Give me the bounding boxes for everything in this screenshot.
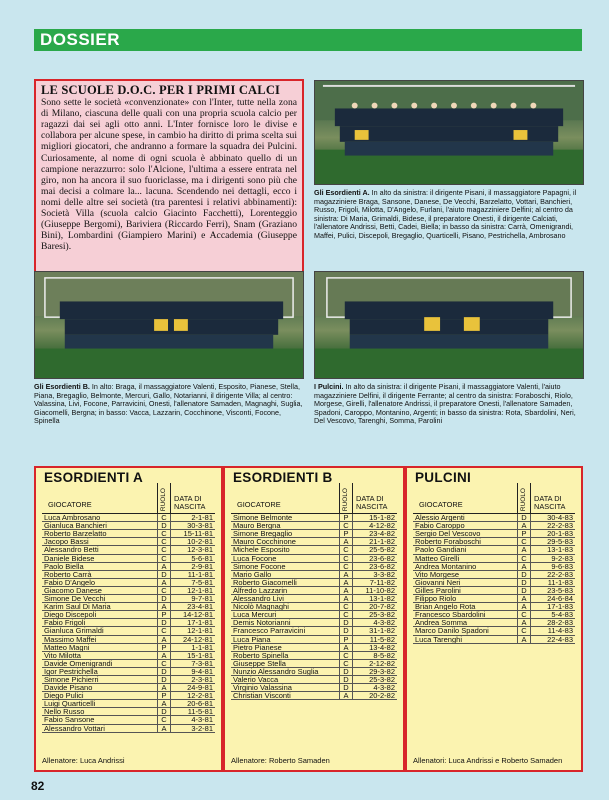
player-role: D: [157, 676, 171, 683]
player-birthdate: 31-1-82: [369, 626, 395, 636]
player-name: Luca Piana: [233, 635, 271, 643]
player-name: Vito Morgese: [415, 570, 460, 578]
player-name: Simone Pichierri: [44, 675, 99, 684]
table-row: [42, 725, 215, 733]
player-role: A: [517, 595, 531, 602]
player-name: Christian Visconti: [233, 692, 291, 700]
player-birthdate: 7-5-81: [191, 577, 213, 587]
table-title: PULCINI: [415, 470, 472, 485]
player-birthdate: 20-6-81: [187, 699, 213, 709]
player-role: A: [517, 603, 531, 610]
team-photo-graphic: [35, 272, 303, 378]
player-role: P: [339, 514, 353, 521]
player-birthdate: 22-2-83: [547, 569, 573, 579]
player-birthdate: 23-6-82: [369, 561, 395, 571]
table-row: [42, 587, 215, 595]
player-name: Francesco Sbardolini: [415, 611, 486, 619]
player-birthdate: 12-2-81: [187, 691, 213, 701]
player-birthdate: 5-4-83: [551, 610, 573, 620]
player-birthdate: 23-5-83: [547, 585, 573, 595]
player-birthdate: 13-1-82: [369, 594, 395, 604]
player-name: Fabio Frigoli: [44, 619, 86, 627]
player-birthdate: 9-4-81: [191, 666, 213, 676]
player-name: Andrea Montanino: [415, 562, 477, 570]
player-role: A: [157, 652, 171, 659]
player-role: A: [517, 522, 531, 529]
table-row: [413, 636, 575, 644]
player-birthdate: 15-11-81: [183, 529, 213, 539]
player-name: Roberto Foraboschi: [415, 538, 481, 546]
col-role: RUOLO: [517, 483, 531, 513]
table-row: [42, 716, 215, 724]
player-birthdate: 2-3-81: [191, 674, 213, 684]
player-birthdate: 4-3-82: [373, 618, 395, 628]
coach-label: Allenatore: Luca Andrissi: [42, 755, 125, 765]
table-row: [231, 676, 397, 684]
player-name: Diego Discepoli: [44, 611, 97, 619]
player-birthdate: 20-2-82: [369, 691, 395, 701]
player-name: Luca Ambrosano: [44, 514, 101, 522]
player-name: Matteo Girelli: [415, 554, 460, 562]
player-role: A: [157, 563, 171, 570]
player-name: Alessandro Vottari: [44, 724, 105, 732]
player-role: A: [339, 571, 353, 578]
player-birthdate: 2-9-81: [191, 561, 213, 571]
player-birthdate: 12-1-81: [187, 626, 213, 636]
player-birthdate: 11-5-81: [187, 707, 213, 717]
player-name: Roberto Giacomelli: [233, 578, 297, 586]
table-header: [42, 484, 215, 514]
player-role: A: [517, 563, 531, 570]
player-name: Giuseppe Stella: [233, 659, 286, 667]
player-name: Mario Gallo: [233, 570, 272, 578]
player-name: Nunzio Alessandro Suglia: [233, 667, 319, 675]
player-role: D: [339, 668, 353, 675]
player-birthdate: 17-1-81: [187, 618, 213, 628]
player-name: Gianluca Grimaldi: [44, 627, 104, 635]
player-role: C: [339, 563, 353, 570]
player-role: D: [517, 587, 531, 594]
col-role: RUOLO: [339, 483, 353, 513]
player-role: P: [157, 611, 171, 618]
player-name: Paolo Gandiani: [415, 546, 467, 554]
player-name: Daniele Bidese: [44, 554, 95, 562]
intro-title: LE SCUOLE D.O.C. PER I PRIMI CALCI: [41, 83, 281, 97]
player-name: Gilles Parolini: [415, 586, 461, 595]
player-name: Filippo Riolo: [415, 595, 457, 603]
player-name: Andrea Somma: [415, 619, 468, 627]
player-name: Simone Belmonte: [233, 514, 293, 522]
table-header: [413, 484, 575, 514]
coach-label: Allenatore: Roberto Samaden: [231, 755, 330, 765]
player-role: A: [157, 603, 171, 610]
player-name: Luca Tarenghi: [415, 635, 462, 643]
player-birthdate: 22-2-83: [547, 521, 573, 531]
player-name: Brian Angelo Rota: [415, 603, 476, 611]
table-rows: [413, 514, 575, 644]
player-role: C: [339, 652, 353, 659]
player-role: A: [517, 619, 531, 626]
player-birthdate: 25-3-82: [369, 674, 395, 684]
col-role: RUOLO: [157, 483, 171, 513]
table-row: [231, 692, 397, 700]
team-photo-graphic: [315, 81, 583, 184]
player-name: Fabio D'Angelo: [44, 578, 96, 586]
player-birthdate: 9-2-83: [551, 553, 573, 563]
player-role: A: [339, 692, 353, 699]
player-name: Pietro Pianese: [233, 643, 282, 651]
table-row: [42, 652, 215, 660]
player-role: C: [517, 627, 531, 634]
player-birthdate: 25-3-82: [369, 610, 395, 620]
player-role: D: [517, 579, 531, 586]
player-role: A: [339, 538, 353, 545]
col-birth: DATA DI NASCITA: [356, 494, 388, 512]
player-birthdate: 15-1-82: [369, 513, 395, 523]
player-birthdate: 23-6-82: [369, 553, 395, 563]
player-birthdate: 3-2-81: [191, 723, 213, 733]
player-name: Luca Mercuri: [233, 611, 277, 619]
photo-esordienti-b: [34, 271, 304, 379]
player-birthdate: 11-5-82: [369, 634, 395, 644]
table-row: [231, 611, 397, 619]
player-name: Davide Omenigrandi: [44, 659, 113, 667]
player-role: C: [157, 716, 171, 723]
player-name: Karim Saul Di Maria: [44, 603, 111, 611]
player-birthdate: 28-2-83: [547, 618, 573, 628]
player-role: C: [157, 627, 171, 634]
player-birthdate: 9-7-81: [191, 594, 213, 604]
table-title: ESORDIENTI A: [44, 470, 144, 485]
player-birthdate: 4-3-81: [191, 715, 213, 725]
player-role: A: [339, 595, 353, 602]
player-birthdate: 10-2-81: [187, 537, 213, 547]
player-birthdate: 22-4-83: [547, 634, 573, 644]
player-role: A: [157, 579, 171, 586]
table-rows: [42, 514, 215, 733]
team-photo-graphic: [315, 272, 583, 378]
player-name: Luigi Quarticelli: [44, 700, 96, 708]
section-header: DOSSIER: [34, 29, 582, 51]
player-birthdate: 30-3-81: [187, 521, 213, 531]
player-name: Davide Pisano: [44, 684, 93, 692]
player-role: D: [157, 595, 171, 602]
player-birthdate: 12-1-81: [187, 585, 213, 595]
intro-body: Sono sette le società «convenzionate» con l'Inter, tutte nella zona di Milano, ciascuna delle quali con una propria scuola calcio per ragazzi dai sei agli otto anni. L'Inter fornisce loro le divise e collabora per alcune spese, in cambio ha diritto di prima scelta sui migliori giocatori, che andranno a formare la squadra dei Pulcini. Curiosamente, al nome di ogni scuola è abbinato quello di un campione nerazzurro: solo l'Alcione, l'ultima a essere entrata nel giro, non ha ancora il suo fuoriclasse, ma i dirigenti sono più che mai decisi a colmare la... lacuna. Scendendo nei dettagli, ecco i nomi delle altre sei società (tra parentesi i relativi abbinamenti): Società Villa (scuola calcio Giacinto Facchetti), Lorenteggio (Giuseppe Bergomi), Bariviera (Riccardo Ferri), Snam (Graziano Bini), Lombardini (Giampiero Marini) e Accademia (Giuseppe Baresi).: [41, 97, 297, 253]
table-row: [42, 660, 215, 668]
player-name: Demis Notorianni: [233, 619, 291, 627]
player-name: Roberto Spinella: [233, 651, 289, 659]
player-name: Alfredo Lazzarin: [233, 586, 288, 595]
table-row: [42, 555, 215, 563]
caption-pulcini: I Pulcini. In alto da sinistra: il dirigente Pisani, il massaggiatore Valenti, l'aiuto magazziniere Delfini, il dirigente Ferrante; al centro da sinistra: Foraboschi, Riolo, Morgese, Girelli, l'allenatore Andrissi, il preparatore Onesti, l'allenatore Samaden, Spadoni, Caroppo, Montanino, Argenti; in basso da sinistra: Rota, Sbardolini, Neri, Del Vescovo, Tarenghi, Somma, Parolini: [314, 382, 576, 426]
player-role: D: [339, 627, 353, 634]
player-role: C: [157, 555, 171, 562]
player-role: C: [157, 514, 171, 521]
table-esordienti-a: [34, 466, 223, 772]
player-birthdate: 11-10-82: [365, 585, 395, 595]
player-birthdate: 20-1-83: [547, 529, 573, 539]
table-row: [231, 644, 397, 652]
player-name: Mauro Cocchinone: [233, 538, 296, 546]
table-row: [42, 636, 215, 644]
player-birthdate: 24-12-81: [182, 634, 213, 644]
player-name: Alessandro Livi: [233, 595, 284, 603]
table-row: [42, 708, 215, 716]
table-row: [42, 668, 215, 676]
photo-pulcini: [314, 271, 584, 379]
player-birthdate: 23-4-81: [187, 602, 213, 612]
player-role: C: [517, 611, 531, 618]
player-birthdate: 24-6-84: [547, 594, 573, 604]
player-role: D: [157, 522, 171, 529]
player-role: A: [157, 684, 171, 691]
player-role: C: [517, 555, 531, 562]
player-name: Sergio Del Vescovo: [415, 530, 481, 538]
player-role: C: [339, 611, 353, 618]
player-role: P: [339, 530, 353, 537]
player-birthdate: 5-6-81: [191, 553, 213, 563]
player-role: D: [339, 684, 353, 691]
player-role: C: [157, 660, 171, 667]
table-title: ESORDIENTI B: [233, 470, 333, 485]
player-birthdate: 13-1-83: [547, 545, 573, 555]
player-name: Alessio Argenti: [415, 514, 465, 522]
player-role: A: [157, 700, 171, 707]
player-name: Francesco Parravicini: [233, 627, 306, 635]
player-name: Marco Danilo Spadoni: [415, 627, 489, 635]
caption-esordienti-a: Gli Esordienti A. In alto da sinistra: il dirigente Pisani, il massaggiatore Papagni, il magazziniere Braga, Sansone, Danese, De Vecchi, Barzelatto, Vottari, Banchieri, Russo, Frigoli, Milotta, D'Angelo, Furlani, l'aiuto magazziniere Delfini; al centro da sinistra: Di Maria, Grimaldi, Bidese, il preparatore Onesti, il dirigente Calciati, l'allenatore Andrissi, Betti, Cadei, Biella; in basso da sinistra: Carrà, Omenigrandi, Maffei, Pulici, Discepoli, Bregaglio, Quarticelli, Pisano, Pestrichella, Ambrosano: [314, 188, 577, 240]
player-name: Roberto Barzelatto: [44, 530, 107, 538]
player-role: C: [157, 546, 171, 553]
player-role: A: [517, 636, 531, 643]
table-row: [231, 563, 397, 571]
table-header: [231, 484, 397, 514]
player-birthdate: 7-3-81: [191, 658, 213, 668]
page-number: 82: [31, 779, 45, 793]
player-birthdate: 8-5-82: [373, 650, 395, 660]
table-esordienti-b: [223, 466, 405, 772]
player-role: P: [517, 530, 531, 537]
player-role: C: [339, 522, 353, 529]
player-role: D: [339, 619, 353, 626]
player-name: Simone Bregaglio: [233, 530, 293, 538]
player-role: P: [339, 636, 353, 643]
player-name: Simone De Vecchi: [44, 595, 106, 603]
player-birthdate: 4-3-82: [373, 683, 395, 693]
player-name: Virginio Valassina: [233, 684, 292, 692]
player-birthdate: 11-1-83: [547, 577, 573, 587]
col-player: GIOCATORE: [419, 500, 463, 509]
player-role: C: [339, 546, 353, 553]
player-name: Nicolò Magnaghi: [233, 603, 289, 611]
player-name: Michele Esposito: [233, 546, 290, 554]
player-role: D: [157, 571, 171, 578]
player-birthdate: 11-4-83: [547, 626, 573, 636]
player-birthdate: 4-12-82: [369, 521, 395, 531]
player-role: P: [157, 644, 171, 651]
col-player: GIOCATORE: [237, 500, 281, 509]
player-name: Giacomo Danese: [44, 586, 102, 595]
player-name: Roberto Carrà: [44, 570, 92, 578]
caption-esordienti-b: Gli Esordienti B. In alto: Braga, il massaggiatore Valenti, Esposito, Pianese, Stella, Piana, Bregaglio, Belmonte, Mercuri, Gallo, Notarianni, il dirigente Villa; al centro: Valassina, Livi, Focone, Parravicini, Onesti, l'allenatore Samaden, Magnaghi, Suglia, Giacomelli, Bergna; in basso: Vacca, Lazzarin, Cocchinone, Visconti, Focone, Spinella: [34, 382, 303, 426]
player-role: D: [517, 514, 531, 521]
player-name: Paolo Biella: [44, 562, 84, 570]
player-role: C: [157, 538, 171, 545]
player-birthdate: 21-1-82: [369, 537, 395, 547]
player-birthdate: 24-9-81: [187, 683, 213, 693]
player-role: C: [157, 530, 171, 537]
player-role: D: [157, 708, 171, 715]
player-name: Fabio Caroppo: [415, 522, 465, 530]
player-name: Igor Pestrichella: [44, 667, 98, 675]
player-role: A: [517, 546, 531, 553]
player-role: A: [339, 644, 353, 651]
photo-esordienti-a: [314, 80, 584, 185]
player-birthdate: 17-1-83: [547, 602, 573, 612]
player-role: D: [157, 619, 171, 626]
table-row: [42, 571, 215, 579]
player-name: Fabio Sansone: [44, 716, 95, 724]
player-role: D: [517, 571, 531, 578]
player-role: C: [339, 660, 353, 667]
player-role: A: [157, 636, 171, 643]
player-name: Mauro Bergna: [233, 522, 281, 530]
player-role: D: [157, 668, 171, 675]
player-birthdate: 12-3-81: [187, 545, 213, 555]
player-name: Diego Pulici: [44, 692, 84, 700]
player-role: C: [339, 555, 353, 562]
player-role: A: [339, 587, 353, 594]
col-player: GIOCATORE: [48, 500, 92, 509]
player-name: Vito Milotta: [44, 651, 81, 659]
player-role: A: [157, 725, 171, 732]
player-birthdate: 13-4-82: [369, 642, 395, 652]
player-birthdate: 14-12-81: [182, 610, 213, 620]
table-rows: [231, 514, 397, 700]
player-role: P: [157, 692, 171, 699]
player-birthdate: 9-6-83: [551, 561, 573, 571]
player-name: Alessandro Betti: [44, 546, 99, 554]
player-name: Giovanni Neri: [415, 578, 461, 586]
col-birth: DATA DI NASCITA: [534, 494, 566, 512]
player-birthdate: 1-1-81: [191, 642, 213, 652]
player-birthdate: 23-4-82: [369, 529, 395, 539]
player-name: Massimo Maffei: [44, 635, 97, 643]
player-name: Matteo Magni: [44, 643, 90, 651]
table-row: [42, 546, 215, 554]
player-birthdate: 3-3-82: [373, 569, 395, 579]
player-name: Luca Focone: [233, 554, 277, 562]
player-role: D: [339, 676, 353, 683]
player-birthdate: 29-5-83: [547, 537, 573, 547]
table-pulcini: [405, 466, 583, 772]
player-birthdate: 15-1-81: [187, 650, 213, 660]
player-birthdate: 25-5-82: [369, 545, 395, 555]
player-birthdate: 2-1-81: [191, 513, 213, 523]
coach-label: Allenatori: Luca Andrissi e Roberto Samaden: [413, 755, 563, 765]
player-role: C: [339, 603, 353, 610]
player-role: C: [517, 538, 531, 545]
player-name: Gianluca Banchieri: [44, 522, 107, 530]
player-name: Simone Focone: [233, 562, 286, 570]
player-name: Valerio Vacca: [233, 675, 279, 684]
player-role: C: [157, 587, 171, 594]
player-birthdate: 11-1-81: [187, 569, 213, 579]
player-birthdate: 20-7-82: [369, 602, 395, 612]
player-name: Jacopo Bassi: [44, 538, 89, 546]
player-birthdate: 30-4-83: [547, 513, 573, 523]
player-birthdate: 2-12-82: [369, 658, 395, 668]
player-role: A: [339, 579, 353, 586]
col-birth: DATA DI NASCITA: [174, 494, 206, 512]
player-birthdate: 29-3-82: [369, 666, 395, 676]
player-birthdate: 7-11-82: [369, 577, 395, 587]
player-name: Nello Russo: [44, 708, 85, 716]
